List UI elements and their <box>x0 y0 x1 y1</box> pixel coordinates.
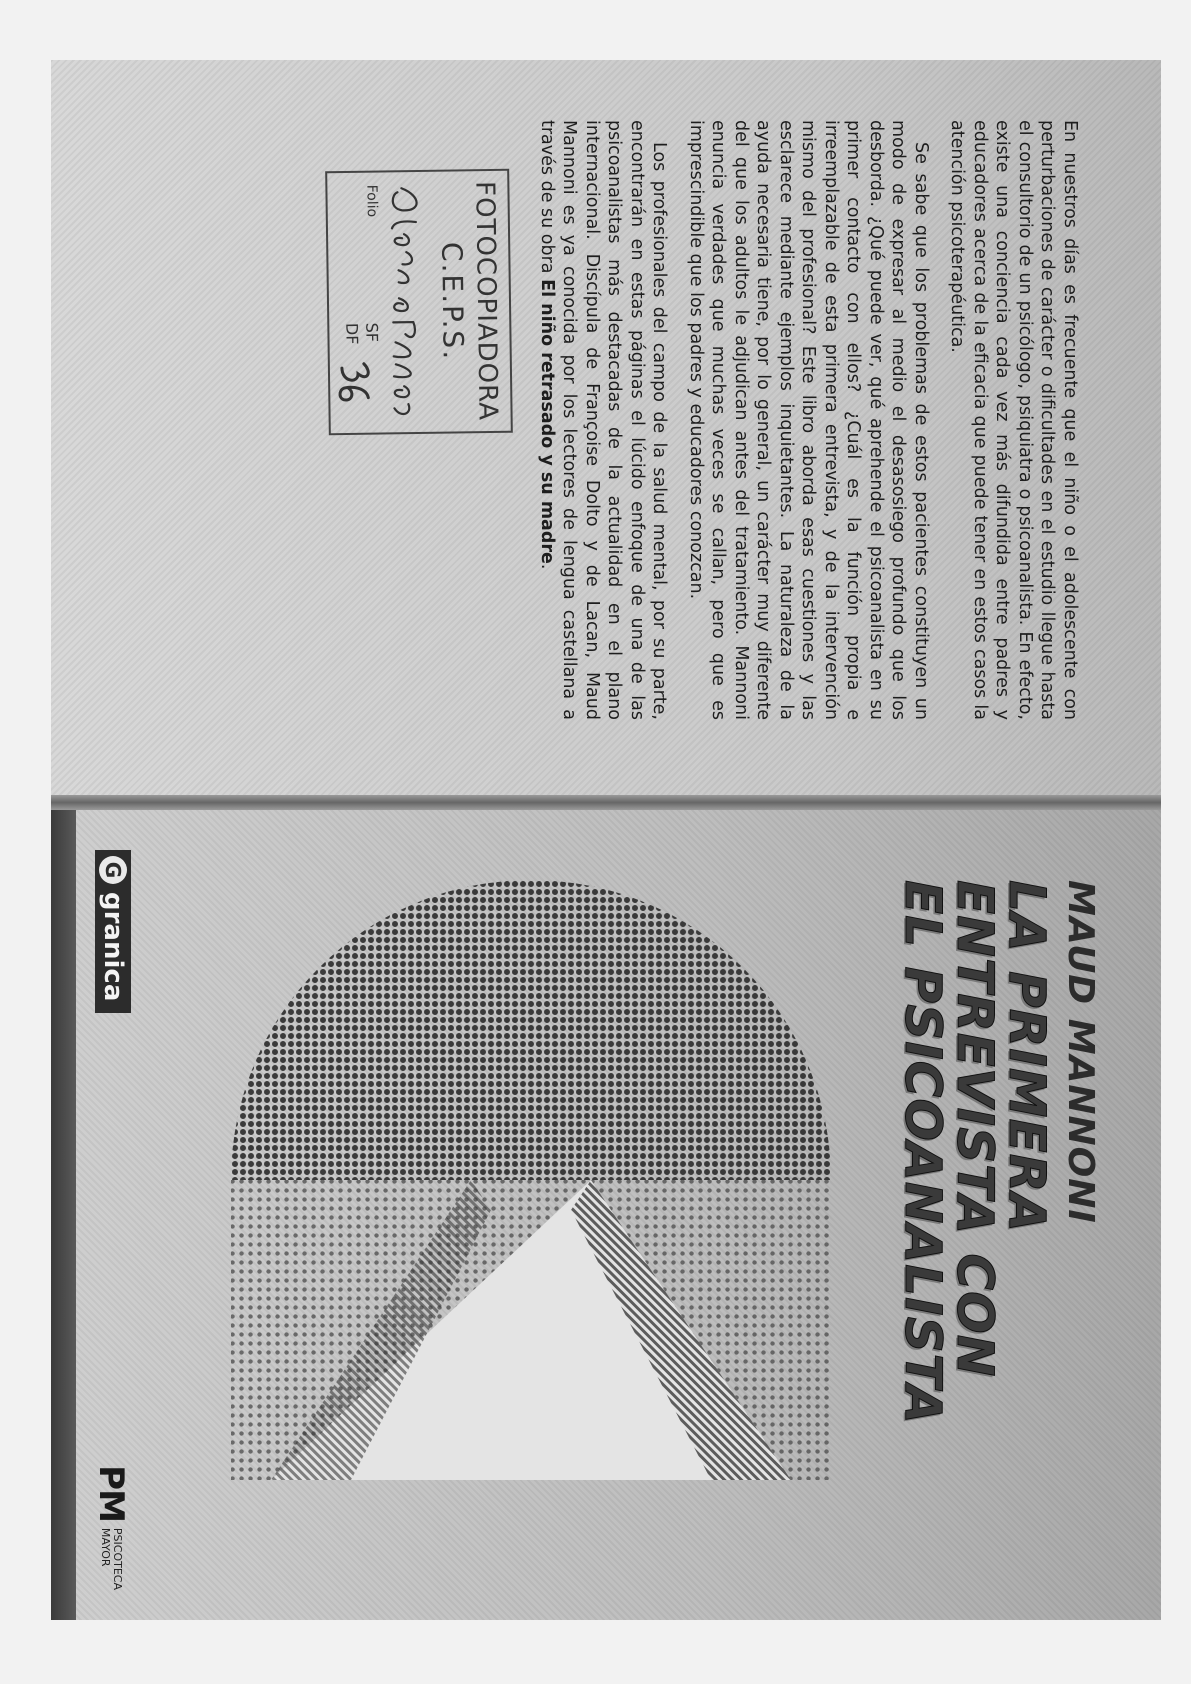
handwritten-folio-number <box>334 358 375 409</box>
back-cover-text <box>522 120 1082 720</box>
collection-mark <box>91 1465 131 1590</box>
book-reference: El niño retrasado y su madre <box>537 279 557 564</box>
title-line-1: LA PRIMERA <box>998 880 1056 1233</box>
publisher-logo-icon: G <box>99 856 127 884</box>
publisher-row <box>91 850 131 1590</box>
spine-shadow <box>51 795 1161 810</box>
publisher-name: granica <box>98 892 128 1002</box>
publisher-badge <box>95 850 131 1013</box>
book-cover-spread <box>51 60 1161 1620</box>
handwritten-note-signature <box>383 182 434 423</box>
back-paragraph-1: En nuestros días es frecuente que el niño o el adolescente con perturbaciones de carácter o dificultades en el estudio llegue hasta el consultorio de un psicólogo, psiquiatra o psicoanalista. En efecto, existe una conciencia cada vez más difundida entre padres y educadores acerca de la eficacia que puede tener en estos casos la atención psicoterapéutica. <box>947 120 1080 720</box>
back-paragraph-2: Se sabe que los problemas de estos pacientes constituyen un modo de expresar al medio el desasosiego profundo que los desborda. ¿Qué puede ver, qué aprehende el psicoanalista en su primer contacto con ellos? ¿Cuál es la función propia e irreemplazable de esta primera entrevista, y de la intervención mismo del profesional? Este libro aborda esas cuestiones y las esclarece mediante ejemplos inquietantes. La naturaleza de la ayuda necesaria tiene, por lo general, un carácter muy diferente del que los adultos le adjudican antes del tratamiento. Mannoni enuncia verdades que muchas veces se callan, pero que es imprescindible que los padres y educadores conozcan. <box>686 120 931 720</box>
stamp-folio-label: Folio <box>363 184 380 218</box>
photocopy-stamp <box>325 169 513 436</box>
book-reference-end: . <box>537 563 557 570</box>
collection-name <box>99 1528 123 1590</box>
cover-halftone-artwork <box>231 880 831 1480</box>
back-paragraph-3-text: Los profesionales del campo de la salud mental, por su parte, encontrarán en estas páginas el lúcido enfoque de una de las psicoanalistas más destacadas de la actualidad en el plano internacional. Discípula de Françoise Dolto y de Lacan, Maud Mannoni es ya conocida por los lectores de lengua castellana a través de su obra <box>537 120 670 720</box>
back-cover <box>51 60 1161 795</box>
stamp-line-2: C.E.P.S. <box>435 241 470 362</box>
back-paragraph-3 <box>536 120 671 720</box>
art-half-disc <box>231 880 831 1180</box>
stamp-sf-label: SF <box>362 322 382 343</box>
author-name: MAUD MANNONI <box>1060 880 1101 1224</box>
collection-name-line-1: PSICOTECA <box>111 1527 124 1590</box>
title-line-2: ENTREVISTA CON <box>946 880 1004 1378</box>
stamp-line-1: FOTOCOPIADORA <box>469 180 503 422</box>
bottom-dark-band <box>51 810 76 1620</box>
collection-name-line-2: MAYOR <box>99 1527 112 1567</box>
front-cover <box>51 810 1161 1620</box>
stamp-df-label: DF <box>342 322 362 345</box>
title-line-3: EL PSICOANALISTA <box>894 880 952 1425</box>
collection-logo: PM <box>91 1465 131 1522</box>
